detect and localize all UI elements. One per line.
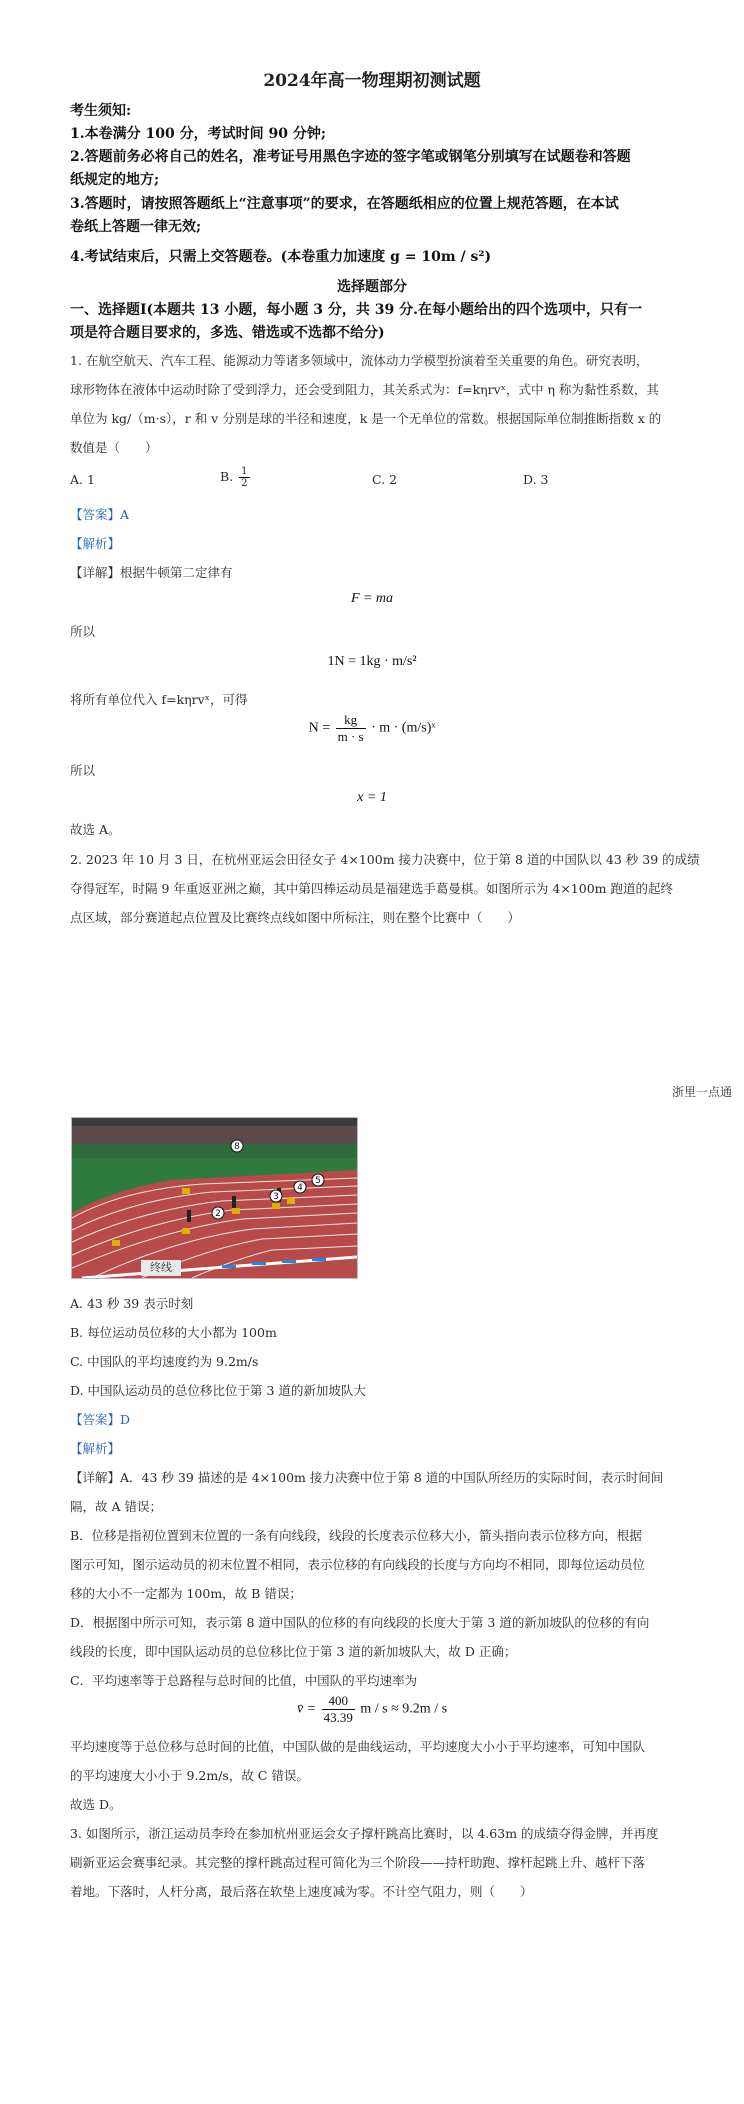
q1-option-b-fraction <box>239 466 249 489</box>
lane-marker-4: 4 <box>297 1183 303 1193</box>
q1-option-b <box>220 466 252 489</box>
lane-marker-2: 2 <box>215 1209 221 1219</box>
q2-option-a: A. 43 秒 39 表示时刻 <box>70 1296 194 1311</box>
q2-line-2: 夺得冠军，时隔 9 年重返亚洲之巅，其中第四棒运动员是福建选手葛曼棋。如图所示为 4×100m 跑道的起终 <box>70 881 673 896</box>
q1-eq-3-fraction <box>336 712 366 745</box>
q1-option-a: A. 1 <box>70 472 95 487</box>
q1-substitute: 将所有单位代入 f=kηrvˣ，可得 <box>70 692 248 707</box>
q1-eq-3-left: N = <box>308 720 331 736</box>
q2-detail-7: 线段的长度，即中国队运动员的总位移比位于第 3 道的新加坡队大，故 D 正确； <box>70 1644 517 1659</box>
q2-option-c: C. 中国队的平均速度约为 9.2m/s <box>70 1354 259 1369</box>
q1-eq-2: 1N = 1kg · m/s² <box>327 654 417 669</box>
q1-analysis-label: 【解析】 <box>70 536 121 551</box>
q2-detail-2: 隔，故 A 错误； <box>70 1499 162 1514</box>
q1-option-c: C. 2 <box>372 472 398 487</box>
q1-option-d: D. 3 <box>523 472 549 487</box>
notice-title: 考生须知: <box>70 103 132 119</box>
q1-eq-3 <box>0 712 744 745</box>
q2-detail-3: B．位移是指初位置到末位置的一条有向线段，线段的长度表示位移大小，箭头指向表示位移方向，根据 <box>70 1528 642 1543</box>
q2-after-1: 平均速度等于总位移与总时间的比值，中国队做的是曲线运动，平均速度大小小于平均速率，可知中国队 <box>70 1739 646 1754</box>
q2-line-1: 2. 2023 年 10 月 3 日，在杭州亚运会田径女子 4×100m 接力决赛中，位于第 8 道的中国队以 43 秒 39 的成绩 <box>70 852 700 867</box>
q1-eq-3-right: · m · (m/s)ˣ <box>371 720 436 736</box>
q2-option-d: D. 中国队运动员的总位移比位于第 3 道的新加坡队大 <box>70 1383 366 1398</box>
lane-marker-3: 3 <box>273 1192 279 1202</box>
track-photo <box>71 1117 358 1279</box>
lane-marker-5: 5 <box>315 1176 321 1186</box>
q1-line-1: 1. 在航空航天、汽车工程、能源动力等诸多领域中，流体动力学模型扮演着至关重要的角色。研究表明， <box>70 353 649 368</box>
q1-option-b-den: 2 <box>241 478 248 489</box>
q1-option-b-num: 1 <box>241 466 248 477</box>
watermark-text: 浙里一点通 <box>671 1085 732 1099</box>
q2-analysis-label: 【解析】 <box>70 1441 121 1456</box>
exam-title: 2024年高一物理期初测试题 <box>263 71 481 91</box>
q2-eq-num: 400 <box>322 1693 355 1710</box>
q2-detail-8: C．平均速率等于总路程与总时间的比值，中国队的平均速率为 <box>70 1673 418 1688</box>
q2-after-2: 的平均速度大小小于 9.2m/s，故 C 错误。 <box>70 1768 309 1783</box>
finish-line-label: 终线 <box>141 1260 181 1276</box>
q2-conclusion: 故选 D。 <box>70 1797 122 1812</box>
q1-eq-1: F = ma <box>350 591 394 606</box>
q2-detail-1: 【详解】A．43 秒 39 描述的是 4×100m 接力决赛中位于第 8 道的中国队所经历的实际时间，表示时间间 <box>70 1470 664 1485</box>
notice-line-5: 卷纸上答题一律无效; <box>70 219 202 235</box>
notice-line-3: 纸规定的地方; <box>70 172 160 188</box>
q1-eq-3-num: kg <box>336 712 366 729</box>
q1-detail: 【详解】根据牛顿第二定律有 <box>70 565 233 580</box>
q2-line-3: 点区域，部分赛道起点位置及比赛终点线如图中所标注，则在整个比赛中（ ） <box>70 910 521 925</box>
q3-line-1: 3. 如图所示，浙江运动员李玲在参加杭州亚运会女子撑杆跳高比赛时，以 4.63m 的成绩夺得金牌，并再度 <box>70 1826 659 1841</box>
q2-eq-fraction <box>322 1693 355 1726</box>
q1-line-3: 单位为 kg/（m·s），r 和 v 分别是球的半径和速度，k 是一个无单位的常数。根据国际单位制推断指数 x 的 <box>70 411 662 426</box>
section-heading-1: 一、选择题Ⅰ(本题共 13 小题，每小题 3 分，共 39 分.在每小题给出的四个选项中，只有一 <box>70 302 642 318</box>
q1-eq-3-den: m · s <box>337 729 364 744</box>
q3-line-3: 着地。下落时，人杆分离，最后落在软垫上速度减为零。不计空气阻力，则（ ） <box>70 1884 533 1899</box>
q1-conclusion: 故选 A。 <box>70 822 121 837</box>
notice-line-6: 4.考试结束后，只需上交答题卷。(本卷重力加速度 g = 10m / s²) <box>70 249 492 265</box>
q3-line-2: 刷新亚运会赛事纪录。其完整的撑杆跳高过程可简化为三个阶段——持杆助跑、撑杆起跳上升、越杆下落 <box>70 1855 646 1870</box>
q2-eq-right: m / s ≈ 9.2m / s <box>360 1701 448 1717</box>
q2-detail-5: 移的大小不一定都为 100m，故 B 错误； <box>70 1586 302 1601</box>
q2-eq <box>0 1693 744 1726</box>
section-name: 选择题部分 <box>337 279 407 295</box>
q1-line-2: 球形物体在液体中运动时除了受到浮力，还会受到阻力，其关系式为：f=kηrvˣ，式中 η 称为黏性系数，其 <box>70 382 659 397</box>
lane-marker-8: 8 <box>234 1142 240 1152</box>
q1-option-b-letter: B. <box>220 469 234 484</box>
q1-so-2: 所以 <box>70 763 96 778</box>
q1-line-4: 数值是（ ） <box>70 440 158 455</box>
notice-line-4: 3.答题时，请按照答题纸上“注意事项”的要求，在答题纸相应的位置上规范答题，在本试 <box>70 196 619 212</box>
q1-answer: 【答案】A <box>70 507 130 522</box>
notice-line-1: 1.本卷满分 100 分，考试时间 90 分钟; <box>70 126 326 142</box>
q2-answer: 【答案】D <box>70 1412 131 1427</box>
q1-eq-4: x = 1 <box>357 790 387 805</box>
notice-line-2: 2.答题前务必将自己的姓名，准考证号用黑色字迹的签字笔或钢笔分别填写在试题卷和答题 <box>70 149 631 165</box>
q1-so-1: 所以 <box>70 624 96 639</box>
section-heading-2: 项是符合题目要求的，多选、错选或不选都不给分) <box>70 325 385 341</box>
q2-option-b: B. 每位运动员位移的大小都为 100m <box>70 1325 277 1340</box>
q2-eq-left: v̄ = <box>296 1701 317 1717</box>
q2-detail-6: D．根据图中所示可知，表示第 8 道中国队的位移的有向线段的长度大于第 3 道的新加坡队的位移的有向 <box>70 1615 650 1630</box>
q2-detail-4: 图示可知，图示运动员的初末位置不相同，表示位移的有向线段的长度与方向均不相同，即每位运动员位 <box>70 1557 646 1572</box>
track-illustration <box>72 1118 357 1278</box>
q2-eq-den: 43.39 <box>323 1710 353 1725</box>
